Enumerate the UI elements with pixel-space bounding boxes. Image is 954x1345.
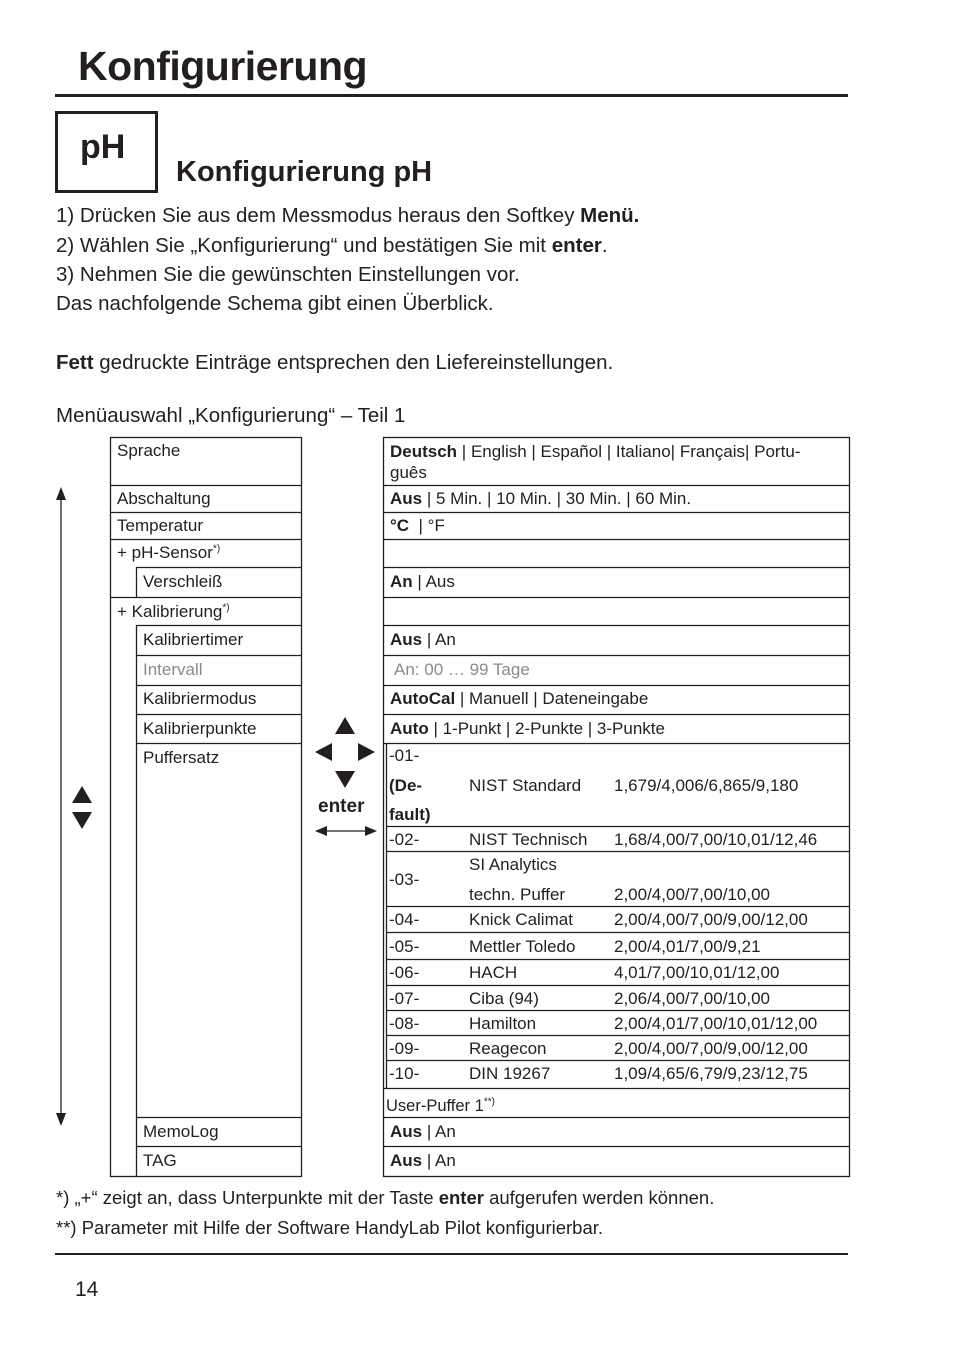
buffer-10-name: DIN 19267: [469, 1064, 551, 1083]
intro-step-2: 2) Wählen Sie „Konfigurierung“ und bestätigen Sie mit enter.: [56, 234, 608, 257]
buffer-04-num: -04-: [389, 910, 420, 929]
option-sprache: Deutsch | English | Español | Italiano| Français| Portu- guês: [390, 442, 801, 482]
option-kalibriertimer: Aus | An: [390, 630, 456, 649]
option-verschleiss: An | Aus: [390, 572, 455, 591]
menu-item-kalibrierung: + Kalibrierung*): [117, 602, 230, 621]
enter-key-label: enter: [318, 796, 365, 817]
buffer-01-default-2: fault): [389, 805, 431, 824]
intro-step-3: 3) Nehmen Sie die gewünschten Einstellungen vor.: [56, 263, 520, 286]
buffer-05-name: Mettler Toledo: [469, 937, 576, 956]
menu-item-sprache: Sprache: [117, 441, 181, 460]
menu-item-tag: TAG: [143, 1151, 177, 1170]
intro-step-1: 1) Drücken Sie aus dem Messmodus heraus den Softkey Menü.: [56, 204, 640, 227]
menu-item-ph-sensor: + pH-Sensor*): [117, 543, 221, 562]
buffer-02-name: NIST Technisch: [469, 830, 588, 849]
footer-rule: [55, 1253, 848, 1255]
option-kalibrierpunkte: Auto | 1-Punkt | 2-Punkte | 3-Punkte: [390, 719, 665, 738]
option-tag: Aus | An: [390, 1151, 456, 1170]
buffer-09-values: 2,00/4,00/7,00/9,00/12,00: [614, 1039, 808, 1058]
buffer-02-num: -02-: [389, 830, 420, 849]
enter-left-arrowhead: [315, 826, 327, 836]
intro-overview: Das nachfolgende Schema gibt einen Überblick.: [56, 292, 494, 315]
buffer-03-name-1: SI Analytics: [469, 855, 557, 874]
buffer-07-name: Ciba (94): [469, 989, 539, 1008]
buffer-04-name: Knick Calimat: [469, 910, 573, 929]
menu-item-abschaltung: Abschaltung: [117, 489, 211, 508]
footnote-2: **) Parameter mit Hilfe der Software HandyLab Pilot konfigurierbar.: [56, 1217, 604, 1238]
table-caption: Menüauswahl „Konfigurierung“ – Teil 1: [56, 404, 406, 427]
buffer-06-name: HACH: [469, 963, 518, 982]
buffer-01-default-1: (De-: [389, 776, 423, 795]
menu-item-kalibrierpunkte: Kalibrierpunkte: [143, 719, 257, 738]
buffer-03-num: -03-: [389, 870, 420, 889]
buffer-07-values: 2,06/4,00/7,00/10,00: [614, 989, 770, 1008]
user-buffer: User-Puffer 1**): [386, 1096, 495, 1115]
buffer-05-values: 2,00/4,01/7,00/9,21: [614, 937, 761, 956]
option-intervall: An: 00 … 99 Tage: [394, 660, 530, 679]
buffer-03-name-2: techn. Puffer: [469, 885, 566, 904]
page-title: Konfigurierung: [78, 43, 368, 89]
buffer-01-name: NIST Standard: [469, 776, 582, 795]
buffer-08-name: Hamilton: [469, 1014, 537, 1033]
buffer-09-name: Reagecon: [469, 1039, 547, 1058]
buffer-03-values: 2,00/4,00/7,00/10,00: [614, 885, 770, 904]
menu-item-kalibriertimer: Kalibriertimer: [143, 630, 244, 649]
intro-defaults-note: Fett gedruckte Einträge entsprechen den Liefereinstellungen.: [56, 351, 614, 374]
buffer-08-num: -08-: [389, 1014, 420, 1033]
scroll-down-arrowhead: [56, 1113, 66, 1126]
option-memolog: Aus | An: [390, 1122, 456, 1141]
section-title: Konfigurierung pH: [176, 156, 433, 188]
menu-item-kalibriermodus: Kalibriermodus: [143, 689, 257, 708]
menu-item-intervall: Intervall: [143, 660, 203, 679]
buffer-08-values: 2,00/4,01/7,00/10,01/12,00: [614, 1014, 818, 1033]
buffer-10-num: -10-: [389, 1064, 420, 1083]
buffer-01-values: 1,679/4,006/6,865/9,180: [614, 776, 799, 795]
option-abschaltung: Aus | 5 Min. | 10 Min. | 30 Min. | 60 Min.: [390, 489, 692, 508]
buffer-09-num: -09-: [389, 1039, 420, 1058]
buffer-01-num: -01-: [389, 746, 420, 765]
buffer-06-values: 4,01/7,00/10,01/12,00: [614, 963, 780, 982]
option-kalibriermodus: AutoCal | Manuell | Dateneingabe: [390, 689, 649, 708]
ph-badge-label: pH: [80, 128, 126, 166]
menu-item-memolog: MemoLog: [143, 1122, 219, 1141]
buffer-02-values: 1,68/4,00/7,00/10,01/12,46: [614, 830, 818, 849]
enter-right-arrowhead: [365, 826, 377, 836]
buffer-07-num: -07-: [389, 989, 420, 1008]
menu-item-temperatur: Temperatur: [117, 516, 203, 535]
option-temperatur: °C | °F: [390, 516, 445, 535]
footnote-1: *) „+“ zeigt an, dass Unterpunkte mit der Taste enter aufgerufen werden können.: [56, 1187, 715, 1208]
buffer-04-values: 2,00/4,00/7,00/9,00/12,00: [614, 910, 808, 929]
menu-item-puffersatz: Puffersatz: [143, 748, 220, 767]
scroll-up-arrowhead: [56, 487, 66, 500]
buffer-10-values: 1,09/4,65/6,79/9,23/12,75: [614, 1064, 808, 1083]
buffer-06-num: -06-: [389, 963, 420, 982]
buffer-05-num: -05-: [389, 937, 420, 956]
menu-item-verschleiss: Verschleiß: [143, 572, 223, 591]
page-number: 14: [75, 1278, 99, 1301]
